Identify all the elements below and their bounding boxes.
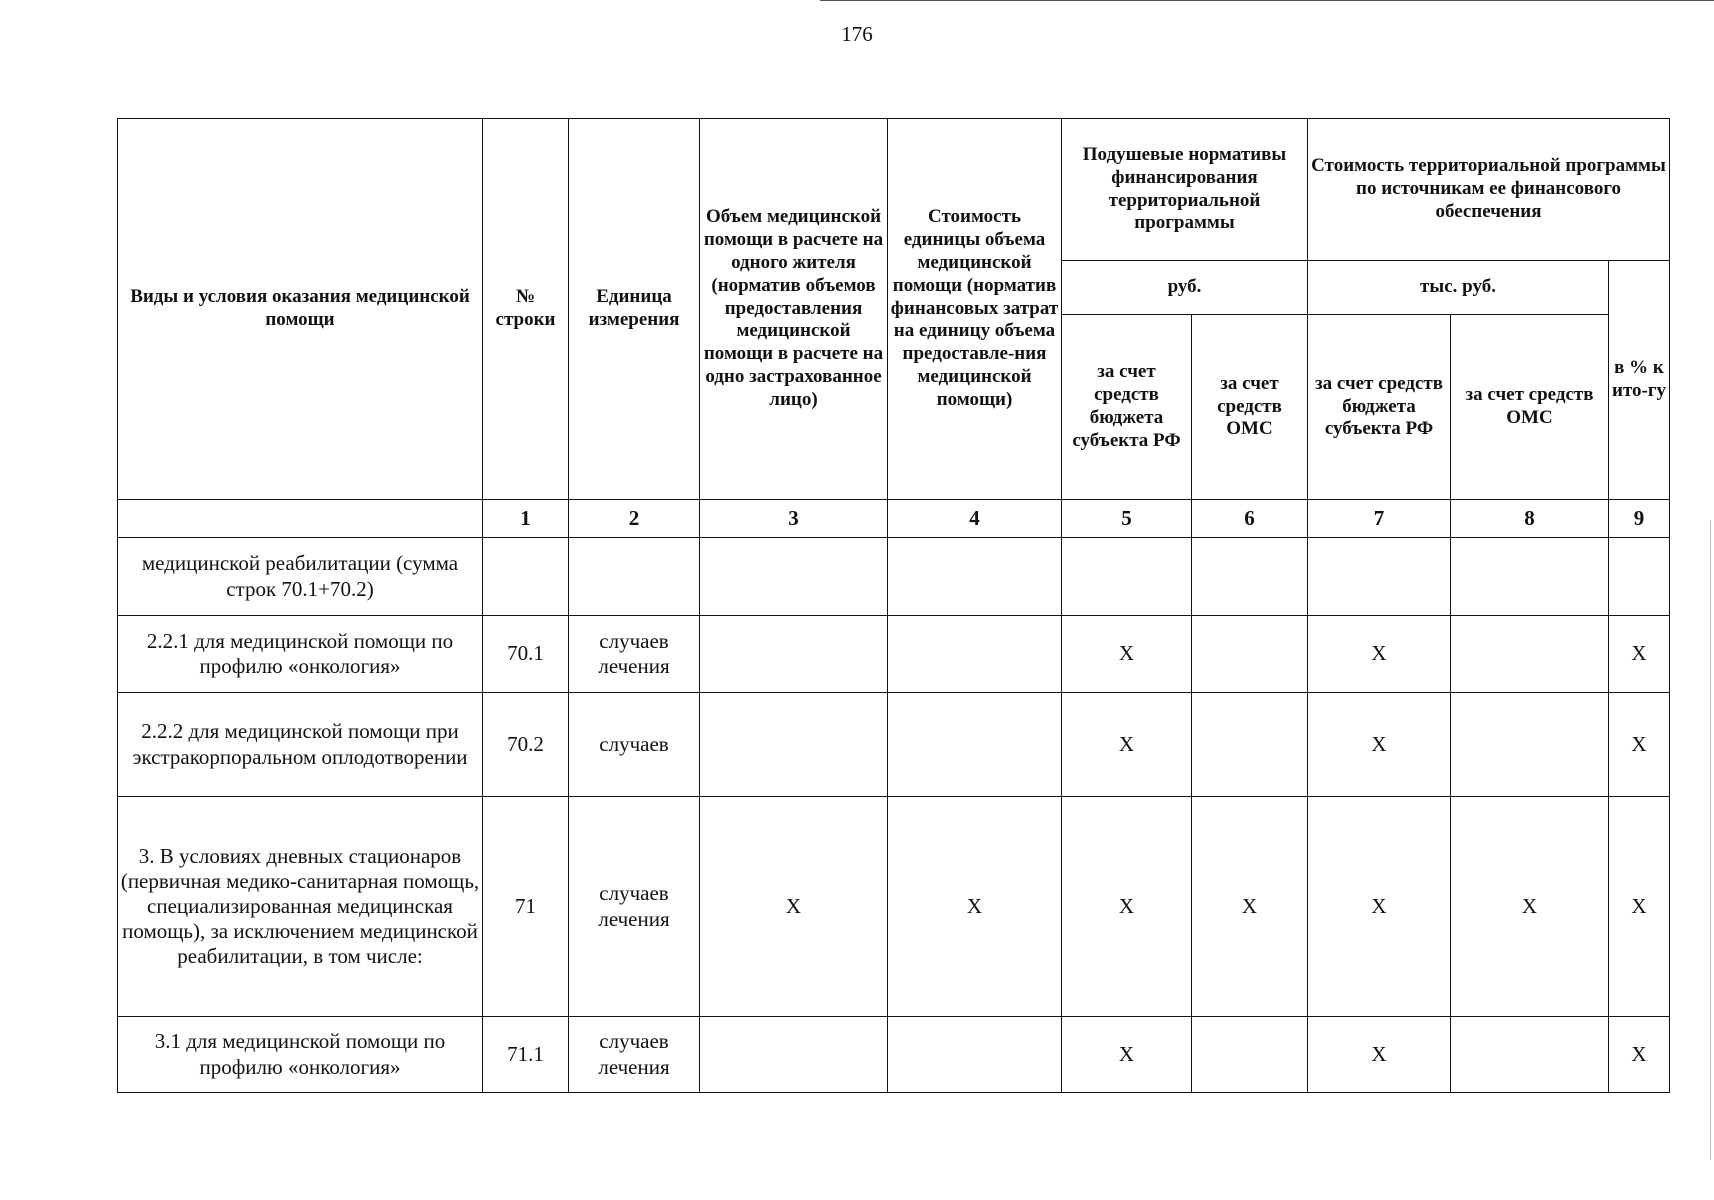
cell-c4	[888, 1017, 1062, 1093]
cell-c3	[700, 693, 888, 797]
header-unit: Единица измерения	[569, 119, 700, 500]
cell-c5: Х	[1062, 1017, 1192, 1093]
header-volume: Объем медицинской помощи в расчете на одного жителя (норматив объемов предоставления медицинской помощи в расчете на одно застрахованное лицо)	[700, 119, 888, 500]
header-c7-budget: за счет средств бюджета субъекта РФ	[1308, 315, 1451, 500]
column-number-4: 4	[888, 500, 1062, 538]
column-number-row	[118, 500, 1670, 538]
cell-c6	[1192, 616, 1308, 693]
column-number-3: 3	[700, 500, 888, 538]
cell-c6	[1192, 693, 1308, 797]
row-number: 70.1	[483, 616, 569, 693]
row-unit	[569, 538, 700, 616]
page-number: 176	[841, 22, 873, 46]
row-title: 2.2.2 для медицинской помощи при экстракорпоральном оплодотворении	[118, 693, 483, 797]
cell-c3	[700, 1017, 888, 1093]
cell-c8	[1451, 1017, 1609, 1093]
cell-c8	[1451, 538, 1609, 616]
cell-c9: Х	[1609, 616, 1670, 693]
cell-c4: Х	[888, 797, 1062, 1017]
row-title: 2.2.1 для медицинской помощи по профилю «онкология»	[118, 616, 483, 693]
cell-c6	[1192, 538, 1308, 616]
header-unit-cost: Стоимость единицы объема медицинской помощи (норматив финансовых затрат на единицу объема предоставле-ния медицинской помощи)	[888, 119, 1062, 500]
cell-c4	[888, 538, 1062, 616]
cell-c7	[1308, 538, 1451, 616]
right-margin-rule	[1710, 520, 1711, 1160]
cell-c7: Х	[1308, 693, 1451, 797]
column-number-1: 1	[483, 500, 569, 538]
top-rule	[820, 0, 1714, 1]
table-row	[118, 797, 1670, 1017]
cell-c7: Х	[1308, 1017, 1451, 1093]
cell-c5: Х	[1062, 797, 1192, 1017]
column-number-5: 5	[1062, 500, 1192, 538]
row-unit: случаев лечения	[569, 797, 700, 1017]
cell-c3	[700, 538, 888, 616]
header-row-number: № строки	[483, 119, 569, 500]
cell-c9: Х	[1609, 693, 1670, 797]
table-row	[118, 693, 1670, 797]
cell-c3: Х	[700, 797, 888, 1017]
table-row	[118, 616, 1670, 693]
row-unit: случаев	[569, 693, 700, 797]
row-number	[483, 538, 569, 616]
cell-c5: Х	[1062, 693, 1192, 797]
cell-c7: Х	[1308, 616, 1451, 693]
row-number: 70.2	[483, 693, 569, 797]
row-title: 3.1 для медицинской помощи по профилю «онкология»	[118, 1017, 483, 1093]
column-number-7: 7	[1308, 500, 1451, 538]
row-title: медицинской реабилитации (сумма строк 70.1+70.2)	[118, 538, 483, 616]
cell-c4	[888, 616, 1062, 693]
header-program-cost: Стоимость территориальной программы по источникам ее финансового обеспечения	[1308, 119, 1670, 261]
cell-c5	[1062, 538, 1192, 616]
cell-c8: Х	[1451, 797, 1609, 1017]
column-number-8: 8	[1451, 500, 1609, 538]
cell-c8	[1451, 693, 1609, 797]
cell-c9: Х	[1609, 1017, 1670, 1093]
cell-c8	[1451, 616, 1609, 693]
cell-c6	[1192, 1017, 1308, 1093]
row-unit: случаев лечения	[569, 616, 700, 693]
cell-c9: Х	[1609, 797, 1670, 1017]
cell-c7: Х	[1308, 797, 1451, 1017]
column-number-6: 6	[1192, 500, 1308, 538]
cell-c5: Х	[1062, 616, 1192, 693]
cell-c6: Х	[1192, 797, 1308, 1017]
table-row	[118, 1017, 1670, 1093]
column-number-2: 2	[569, 500, 700, 538]
cell-c9	[1609, 538, 1670, 616]
header-c8-oms: за счет средств ОМС	[1451, 315, 1609, 500]
column-number-9: 9	[1609, 500, 1670, 538]
cell-c3	[700, 616, 888, 693]
row-title: 3. В условиях дневных стационаров (первичная медико-санитарная помощь, специализированная медицинская помощь), за исключением медицинской реабилитации, в том числе:	[118, 797, 483, 1017]
row-unit: случаев лечения	[569, 1017, 700, 1093]
header-c5-budget: за счет средств бюджета субъекта РФ	[1062, 315, 1192, 500]
row-number: 71	[483, 797, 569, 1017]
header-percent-of-total: в % к ито-гу	[1609, 261, 1670, 500]
header-per-capita-norms: Подушевые нормативы финансирования территориальной программы	[1062, 119, 1308, 261]
column-number-0	[118, 500, 483, 538]
header-c6-oms: за счет средств ОМС	[1192, 315, 1308, 500]
row-number: 71.1	[483, 1017, 569, 1093]
norms-table	[117, 118, 1670, 1093]
header-row-1	[118, 119, 1670, 261]
cell-c4	[888, 693, 1062, 797]
header-rub: руб.	[1062, 261, 1308, 315]
header-thousand-rub: тыс. руб.	[1308, 261, 1609, 315]
table-row	[118, 538, 1670, 616]
header-type-of-care: Виды и условия оказания медицинской помощи	[118, 119, 483, 500]
